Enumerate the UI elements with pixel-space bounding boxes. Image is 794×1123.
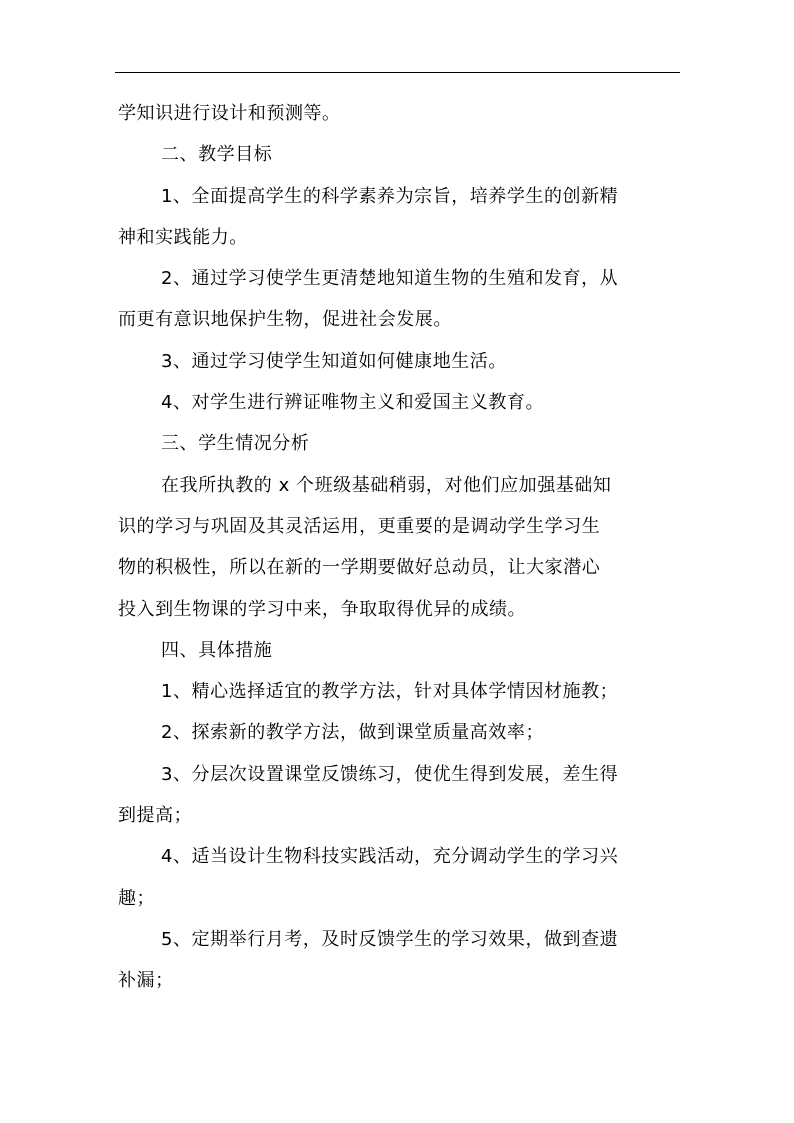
paragraph-line: 4、适当设计生物科技实践活动，充分调动学生的学习兴 bbox=[161, 846, 619, 868]
paragraph-line: 物的积极性，所以在新的一学期要做好总动员，让大家潜心 bbox=[118, 557, 601, 579]
section-heading-student-analysis: 三、学生情况分析 bbox=[161, 433, 310, 455]
paragraph-line: 补漏； bbox=[118, 970, 174, 992]
paragraph-line: 1、全面提高学生的科学素养为宗旨，培养学生的创新精 bbox=[161, 185, 619, 207]
section-heading-teaching-goals: 二、教学目标 bbox=[161, 144, 273, 166]
paragraph-line: 在我所执教的 x 个班级基础稍弱，对他们应加强基础知 bbox=[161, 474, 612, 496]
paragraph-line: 神和实践能力。 bbox=[118, 226, 248, 248]
header-divider bbox=[115, 72, 680, 73]
paragraph-line: 到提高； bbox=[118, 805, 193, 827]
paragraph-line: 2、通过学习使学生更清楚地知道生物的生殖和发育，从 bbox=[161, 268, 619, 290]
paragraph-line: 3、通过学习使学生知道如何健康地生活。 bbox=[161, 350, 507, 372]
paragraph-line: 5、定期举行月考，及时反馈学生的学习效果，做到查遗 bbox=[161, 928, 619, 950]
section-heading-specific-measures: 四、具体措施 bbox=[161, 639, 273, 661]
paragraph-line: 识的学习与巩固及其灵活运用，更重要的是调动学生学习生 bbox=[118, 515, 601, 537]
paragraph-line: 学知识进行设计和预测等。 bbox=[118, 103, 341, 124]
document-body bbox=[118, 93, 680, 1002]
paragraph-line: 投入到生物课的学习中来，争取取得优异的成绩。 bbox=[118, 598, 527, 620]
paragraph-line: 3、分层次设置课堂反馈练习，使优生得到发展，差生得 bbox=[161, 763, 619, 785]
paragraph-line: 1、精心选择适宜的教学方法，针对具体学情因材施教； bbox=[161, 681, 619, 703]
paragraph-line: 趣； bbox=[118, 887, 156, 909]
paragraph-line: 4、对学生进行辨证唯物主义和爱国主义教育。 bbox=[161, 392, 544, 414]
paragraph-line: 2、探索新的教学方法，做到课堂质量高效率； bbox=[161, 722, 544, 744]
paragraph-line: 而更有意识地保护生物，促进社会发展。 bbox=[118, 309, 452, 331]
